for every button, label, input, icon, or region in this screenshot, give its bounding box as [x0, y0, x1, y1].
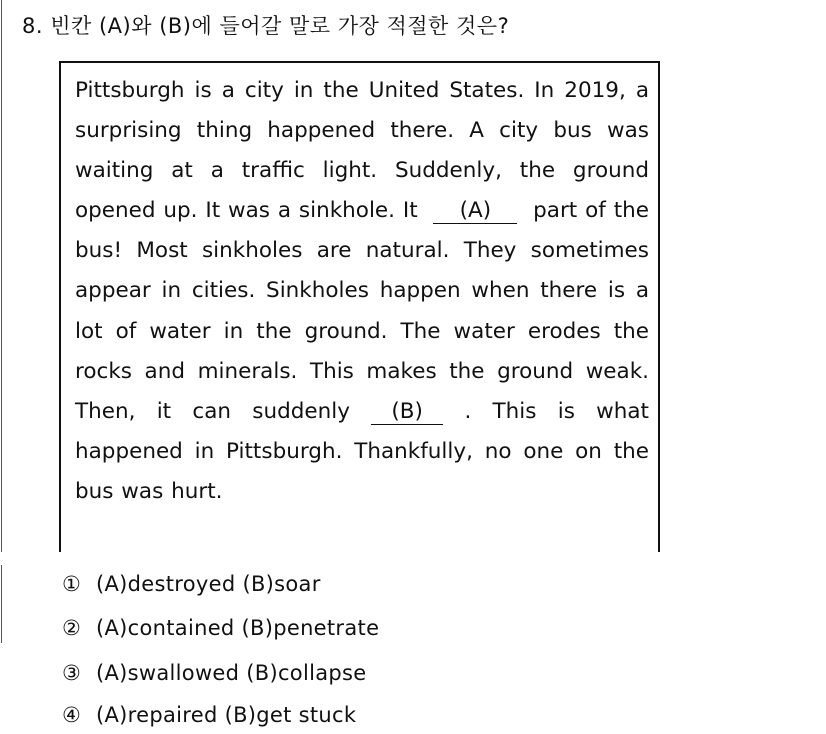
choice-3[interactable]	[62, 661, 366, 685]
choice-text: (A)repaired (B)get stuck	[96, 703, 357, 727]
blank-a: (A)	[433, 199, 517, 224]
choice-number: ①	[62, 572, 82, 596]
passage-segment-2: part of the bus! Most sinkholes are natural. They sometimes appear in cities. Sinkholes happen when there is a lot of water in the ground. The water erodes the rocks and minerals. This makes the ground weak. Then, it can suddenly	[75, 198, 649, 424]
choice-1[interactable]	[62, 572, 321, 596]
choice-4[interactable]	[62, 703, 356, 727]
choice-2[interactable]	[62, 616, 379, 640]
question-prompt	[22, 10, 509, 40]
choice-text: (A)swallowed (B)collapse	[96, 661, 367, 685]
left-margin-rule-lower	[1, 565, 2, 643]
blank-b: (B)	[371, 400, 443, 425]
choice-text: (A)contained (B)penetrate	[96, 616, 380, 640]
choice-number: ③	[62, 661, 82, 685]
choice-text: (A)destroyed (B)soar	[96, 572, 321, 596]
passage-segment-1: Pittsburgh is a city in the United States. In 2019, a surprising thing happened there. A city bus was waiting at a traffic light. Suddenly, the ground opened up. It was a sinkhole. It	[75, 78, 649, 224]
choice-number: ④	[62, 703, 82, 727]
left-margin-rule	[1, 0, 2, 552]
question-text: 빈칸 (A)와 (B)에 들어갈 말로 가장 적절한 것은?	[50, 14, 510, 38]
passage-text	[75, 71, 649, 512]
passage-segment-3: . This is what happened in Pittsburgh. Thankfully, no one on the bus was hurt.	[75, 398, 649, 504]
passage-box	[59, 61, 660, 552]
question-number: 8.	[22, 14, 44, 38]
choice-number: ②	[62, 616, 82, 640]
